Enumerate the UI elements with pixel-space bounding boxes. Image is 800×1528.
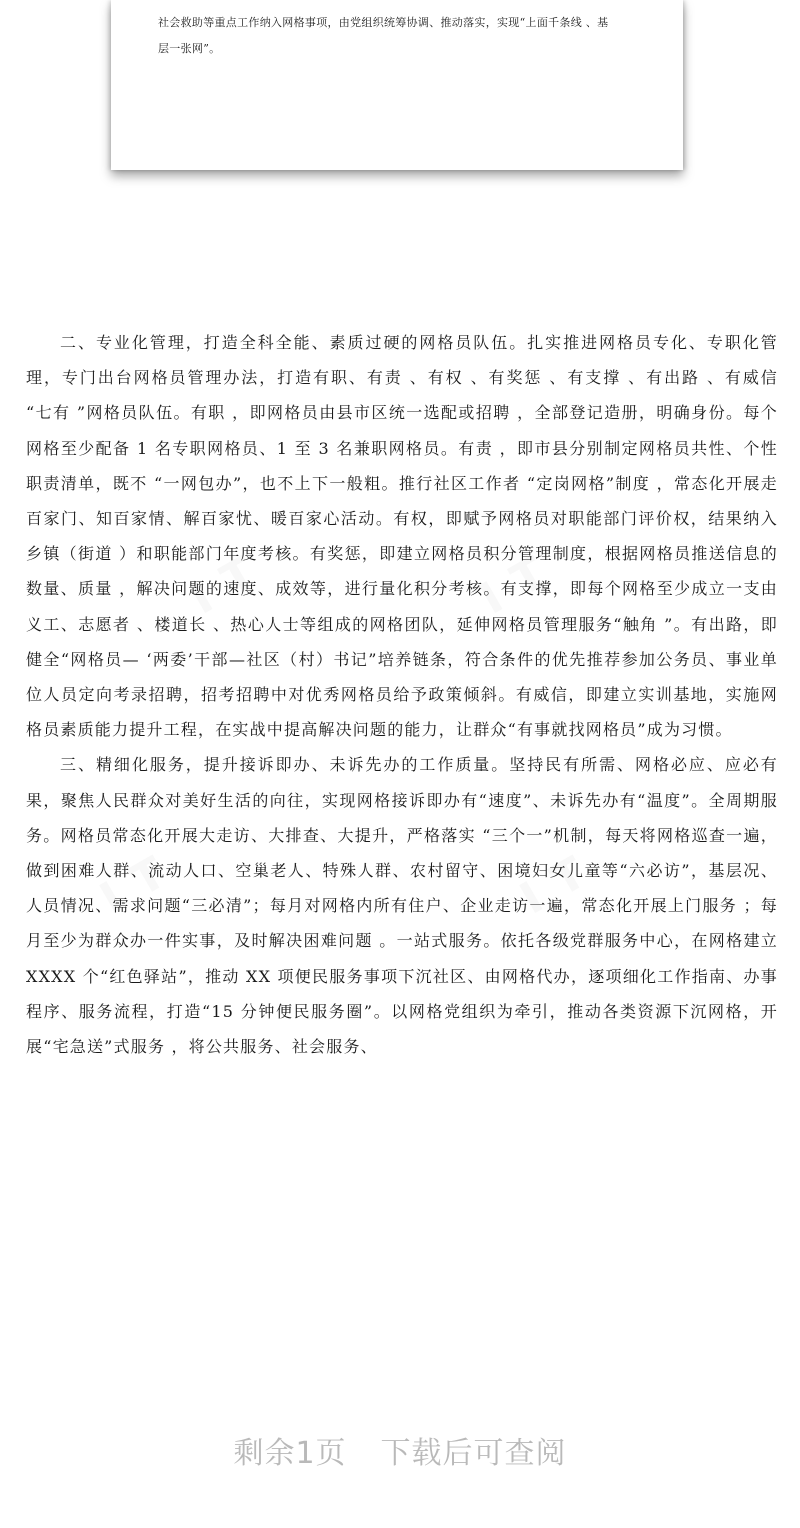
- download-prompt[interactable]: [0, 1428, 800, 1472]
- document-body: [26, 325, 778, 1064]
- remaining-pages-label: 剩余1页: [233, 1436, 347, 1471]
- previous-page-preview: [111, 0, 683, 170]
- preview-line: 社会救助等重点工作纳入网格事项，由党组织统筹协调、推动落实，实现“上面千条线 、基: [158, 16, 609, 29]
- paragraph-refined-service: 三、精细化服务，提升接诉即办、未诉先办的工作质量。坚持民有所需、网格必应、应必有果，聚焦人民群众对美好生活的向往，实现网格接诉即办有“速度”、未诉先办有“温度”。全周期服务。网格员常态化开展大走访、大排查、大提升，严格落实 “三个一”机制，每天将网格巡查一遍，做到困难人群、流动人口、空巢老人、特殊人群、农村留守、困境妇女儿童等“六必访”，基层况、人员情况、需求问题“三必清”；每月对网格内所有住户、企业走访一遍，常态化开展上门服务 ；每月至少为群众办一件实事，及时解决困难问题 。一站式服务。依托各级党群服务中心，在网格建立 XXXX 个“红色驿站”，推动 XX 项便民服务事项下沉社区、由网格代办，逐项细化工作指南、办事程序、服务流程，打造“15 分钟便民服务圈”。以网格党组织为牵引，推动各类资源下沉网格，开展“宅急送”式服务 ，将公共服务、社会服务、: [26, 755, 778, 1057]
- paragraph-professional-management: 二、专业化管理，打造全科全能、素质过硬的网格员队伍。扎实推进网格员专化、专职化管理，专门出台网格员管理办法，打造有职、有责 、有权 、有奖惩 、有支撑 、有出路 、有威信 “七有 ”网格员队伍。有职 ，即网格员由县市区统一选配或招聘 ，全部登记造册，明确身份。每个网格至少配备 1 名专职网格员、1 至 3 名兼职网格员。有责 ，即市县分别制定网格员共性、个性职责清单，既不 “一网包办”，也不上下一般粗。推行社区工作者 “定岗网格”制度 ，常态化开展走百家门、知百家情、解百家忧、暖百家心活动。有权，即赋予网格员对职能部门评价权，结果纳入乡镇（街道 ）和职能部门年度考核。有奖惩，即建立网格员积分管理制度，根据网格员推送信息的数量、质量 ，解决问题的速度、成效等，进行量化积分考核。有支撑，即每个网格至少成立一支由义工、志愿者 、楼道长 、热心人士等组成的网格团队，延伸网格员管理服务“触角 ”。有出路，即健全“网格员— ‘两委’干部—社区（村）书记”培养链条，符合条件的优先推荐参加公务员、事业单位人员定向考录招聘，招考招聘中对优秀网格员给予政策倾斜。有威信，即建立实训基地，实施网格员素质能力提升工程，在实战中提高解决问题的能力，让群众“有事就找网格员”成为习惯。: [26, 333, 778, 740]
- preview-text: [158, 10, 648, 62]
- preview-line: 层一张网”。: [158, 42, 221, 55]
- download-to-view-label[interactable]: 下载后可查阅: [380, 1436, 567, 1471]
- watermark: I T: [91, 846, 176, 925]
- watermark: I T: [181, 546, 266, 625]
- watermark: I T: [471, 546, 556, 625]
- watermark: I T: [511, 846, 596, 925]
